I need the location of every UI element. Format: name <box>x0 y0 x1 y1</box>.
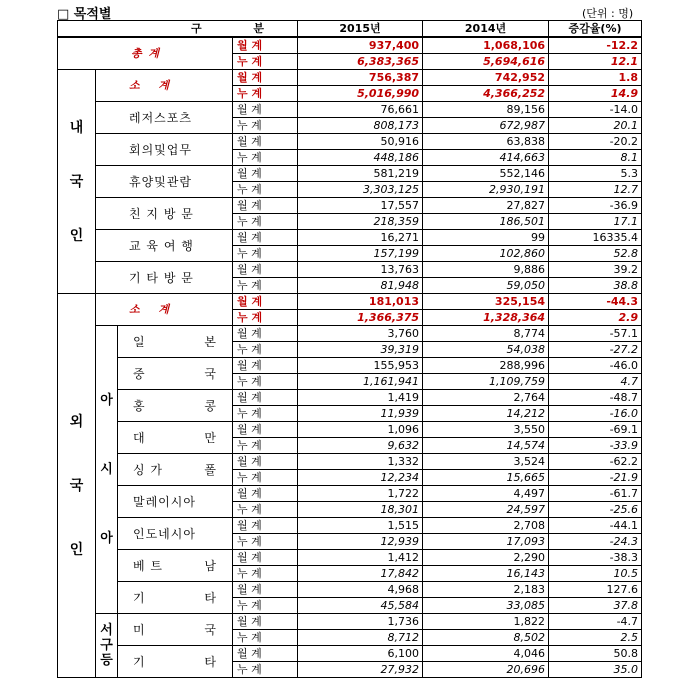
value-2014: 15,665 <box>423 470 549 486</box>
kind-cumulative: 누 계 <box>233 438 298 454</box>
kind-cumulative: 누 계 <box>233 342 298 358</box>
change-rate: -69.1 <box>549 422 642 438</box>
header-change: 증감율(%) <box>549 21 642 38</box>
value-2014: 325,154 <box>423 294 549 310</box>
value-2015: 8,712 <box>298 630 423 646</box>
value-2015: 12,234 <box>298 470 423 486</box>
kind-cumulative: 누 계 <box>233 374 298 390</box>
change-rate: 12.7 <box>549 182 642 198</box>
kind-monthly: 월 계 <box>233 198 298 214</box>
change-rate: -33.9 <box>549 438 642 454</box>
country-name: 중 국 <box>118 358 233 390</box>
change-rate: -24.3 <box>549 534 642 550</box>
table-row <box>58 486 642 502</box>
value-2014: 27,827 <box>423 198 549 214</box>
purpose-name: 교 육 여 행 <box>96 230 233 262</box>
change-rate: -12.2 <box>549 37 642 54</box>
value-2014: 33,085 <box>423 598 549 614</box>
value-2015: 3,303,125 <box>298 182 423 198</box>
change-rate: -36.9 <box>549 198 642 214</box>
table-row <box>58 230 642 246</box>
table-row <box>58 358 642 374</box>
kind-monthly: 월 계 <box>233 326 298 342</box>
kind-cumulative: 누 계 <box>233 214 298 230</box>
value-2015: 1,366,375 <box>298 310 423 326</box>
west-region-label: 서 구 등 <box>96 614 118 678</box>
value-2015: 17,842 <box>298 566 423 582</box>
kind-cumulative: 누 계 <box>233 662 298 678</box>
kind-cumulative: 누 계 <box>233 566 298 582</box>
value-2015: 155,953 <box>298 358 423 374</box>
header-category: 구 분 <box>58 21 298 38</box>
value-2014: 5,694,616 <box>423 54 549 70</box>
kind-monthly: 월 계 <box>233 294 298 310</box>
change-rate: 50.8 <box>549 646 642 662</box>
change-rate: 8.1 <box>549 150 642 166</box>
kind-cumulative: 누 계 <box>233 630 298 646</box>
kind-monthly: 월 계 <box>233 390 298 406</box>
value-2015: 1,515 <box>298 518 423 534</box>
change-rate: 16335.4 <box>549 230 642 246</box>
table-row <box>58 294 642 310</box>
value-2015: 9,632 <box>298 438 423 454</box>
table-row <box>58 326 642 342</box>
purpose-name: 회의및업무 <box>96 134 233 166</box>
unit-label: (단위 : 명) <box>582 7 634 20</box>
foreign-group-label: 외 국 인 <box>58 294 96 678</box>
change-rate: 37.8 <box>549 598 642 614</box>
table-row <box>58 550 642 566</box>
kind-monthly: 월 계 <box>233 262 298 278</box>
value-2014: 14,574 <box>423 438 549 454</box>
value-2015: 157,199 <box>298 246 423 262</box>
change-rate: 35.0 <box>549 662 642 678</box>
kind-monthly: 월 계 <box>233 582 298 598</box>
value-2015: 1,736 <box>298 614 423 630</box>
kind-monthly: 월 계 <box>233 70 298 86</box>
kind-monthly: 월 계 <box>233 646 298 662</box>
change-rate: 39.2 <box>549 262 642 278</box>
header-2014: 2014년 <box>423 21 549 38</box>
table-row <box>58 646 642 662</box>
table-row <box>58 454 642 470</box>
value-2015: 45,584 <box>298 598 423 614</box>
kind-cumulative: 누 계 <box>233 278 298 294</box>
value-2014: 3,524 <box>423 454 549 470</box>
kind-cumulative: 누 계 <box>233 534 298 550</box>
change-rate: 14.9 <box>549 86 642 102</box>
change-rate: -44.1 <box>549 518 642 534</box>
value-2014: 1,328,364 <box>423 310 549 326</box>
value-2015: 6,383,365 <box>298 54 423 70</box>
domestic-subtotal-label: 소 계 <box>96 70 233 102</box>
value-2014: 16,143 <box>423 566 549 582</box>
kind-cumulative: 누 계 <box>233 598 298 614</box>
value-2015: 937,400 <box>298 37 423 54</box>
value-2015: 756,387 <box>298 70 423 86</box>
value-2014: 20,696 <box>423 662 549 678</box>
value-2014: 3,550 <box>423 422 549 438</box>
change-rate: 2.5 <box>549 630 642 646</box>
value-2014: 99 <box>423 230 549 246</box>
value-2014: 4,497 <box>423 486 549 502</box>
table-title: □ 목적별 <box>57 7 112 22</box>
kind-cumulative: 누 계 <box>233 406 298 422</box>
value-2014: 54,038 <box>423 342 549 358</box>
change-rate: 10.5 <box>549 566 642 582</box>
table-row <box>58 166 642 182</box>
value-2015: 1,161,941 <box>298 374 423 390</box>
kind-cumulative: 누 계 <box>233 86 298 102</box>
value-2015: 11,939 <box>298 406 423 422</box>
change-rate: 17.1 <box>549 214 642 230</box>
change-rate: -21.9 <box>549 470 642 486</box>
value-2014: 414,663 <box>423 150 549 166</box>
value-2015: 218,359 <box>298 214 423 230</box>
value-2015: 808,173 <box>298 118 423 134</box>
value-2014: 288,996 <box>423 358 549 374</box>
change-rate: -20.2 <box>549 134 642 150</box>
kind-monthly: 월 계 <box>233 454 298 470</box>
table-row <box>58 262 642 278</box>
change-rate: -14.0 <box>549 102 642 118</box>
value-2014: 2,930,191 <box>423 182 549 198</box>
country-name: 기 타 <box>118 582 233 614</box>
purpose-name: 친 지 방 문 <box>96 198 233 230</box>
value-2014: 1,822 <box>423 614 549 630</box>
kind-monthly: 월 계 <box>233 166 298 182</box>
kind-monthly: 월 계 <box>233 230 298 246</box>
table-row <box>58 422 642 438</box>
value-2015: 12,939 <box>298 534 423 550</box>
country-name: 싱 가 폴 <box>118 454 233 486</box>
change-rate: 20.1 <box>549 118 642 134</box>
asia-region-label: 아 시 아 <box>96 326 118 614</box>
change-rate: 38.8 <box>549 278 642 294</box>
change-rate: 4.7 <box>549 374 642 390</box>
value-2015: 5,016,990 <box>298 86 423 102</box>
kind-monthly: 월 계 <box>233 422 298 438</box>
kind-monthly: 월 계 <box>233 550 298 566</box>
foreign-subtotal-label: 소 계 <box>96 294 233 326</box>
table-row <box>58 102 642 118</box>
value-2015: 4,968 <box>298 582 423 598</box>
value-2014: 17,093 <box>423 534 549 550</box>
kind-monthly: 월 계 <box>233 358 298 374</box>
header-2015: 2015년 <box>298 21 423 38</box>
kind-monthly: 월 계 <box>233 134 298 150</box>
value-2014: 9,886 <box>423 262 549 278</box>
kind-monthly: 월 계 <box>233 37 298 54</box>
country-name: 일 본 <box>118 326 233 358</box>
value-2015: 39,319 <box>298 342 423 358</box>
kind-monthly: 월 계 <box>233 518 298 534</box>
value-2014: 4,046 <box>423 646 549 662</box>
country-name: 인도네시아 <box>118 518 233 550</box>
change-rate: -38.3 <box>549 550 642 566</box>
value-2014: 8,502 <box>423 630 549 646</box>
country-name: 기 타 <box>118 646 233 678</box>
value-2014: 186,501 <box>423 214 549 230</box>
change-rate: 52.8 <box>549 246 642 262</box>
value-2015: 17,557 <box>298 198 423 214</box>
change-rate: -27.2 <box>549 342 642 358</box>
country-name: 대 만 <box>118 422 233 454</box>
value-2015: 76,661 <box>298 102 423 118</box>
value-2015: 1,332 <box>298 454 423 470</box>
value-2014: 59,050 <box>423 278 549 294</box>
change-rate: -61.7 <box>549 486 642 502</box>
value-2014: 14,212 <box>423 406 549 422</box>
change-rate: 2.9 <box>549 310 642 326</box>
purpose-name: 휴양및관람 <box>96 166 233 198</box>
kind-monthly: 월 계 <box>233 486 298 502</box>
purpose-statistics-table <box>57 20 642 678</box>
value-2014: 2,183 <box>423 582 549 598</box>
domestic-group-label: 내 국 인 <box>58 70 96 294</box>
kind-cumulative: 누 계 <box>233 118 298 134</box>
change-rate: -44.3 <box>549 294 642 310</box>
change-rate: -62.2 <box>549 454 642 470</box>
header-row <box>58 21 642 38</box>
value-2015: 27,932 <box>298 662 423 678</box>
value-2015: 1,419 <box>298 390 423 406</box>
change-rate: -25.6 <box>549 502 642 518</box>
value-2014: 8,774 <box>423 326 549 342</box>
table-row <box>58 582 642 598</box>
value-2014: 2,764 <box>423 390 549 406</box>
table-row <box>58 390 642 406</box>
change-rate: -4.7 <box>549 614 642 630</box>
value-2015: 448,186 <box>298 150 423 166</box>
kind-cumulative: 누 계 <box>233 502 298 518</box>
value-2014: 102,860 <box>423 246 549 262</box>
purpose-name: 레저스포츠 <box>96 102 233 134</box>
table-row <box>58 614 642 630</box>
kind-cumulative: 누 계 <box>233 310 298 326</box>
kind-cumulative: 누 계 <box>233 54 298 70</box>
value-2014: 2,290 <box>423 550 549 566</box>
change-rate: -57.1 <box>549 326 642 342</box>
value-2014: 742,952 <box>423 70 549 86</box>
value-2015: 50,916 <box>298 134 423 150</box>
change-rate: -48.7 <box>549 390 642 406</box>
value-2015: 16,271 <box>298 230 423 246</box>
kind-cumulative: 누 계 <box>233 150 298 166</box>
value-2015: 18,301 <box>298 502 423 518</box>
value-2014: 672,987 <box>423 118 549 134</box>
value-2014: 1,068,106 <box>423 37 549 54</box>
country-name: 미 국 <box>118 614 233 646</box>
kind-monthly: 월 계 <box>233 614 298 630</box>
change-rate: 1.8 <box>549 70 642 86</box>
table-row <box>58 37 642 54</box>
value-2014: 552,146 <box>423 166 549 182</box>
kind-cumulative: 누 계 <box>233 182 298 198</box>
change-rate: 12.1 <box>549 54 642 70</box>
kind-cumulative: 누 계 <box>233 246 298 262</box>
purpose-name: 기 타 방 문 <box>96 262 233 294</box>
value-2015: 181,013 <box>298 294 423 310</box>
change-rate: 127.6 <box>549 582 642 598</box>
value-2014: 89,156 <box>423 102 549 118</box>
change-rate: 5.3 <box>549 166 642 182</box>
table-body <box>58 37 642 678</box>
value-2015: 6,100 <box>298 646 423 662</box>
table-row <box>58 134 642 150</box>
kind-monthly: 월 계 <box>233 102 298 118</box>
kind-cumulative: 누 계 <box>233 470 298 486</box>
value-2014: 4,366,252 <box>423 86 549 102</box>
value-2015: 81,948 <box>298 278 423 294</box>
value-2014: 2,708 <box>423 518 549 534</box>
value-2015: 581,219 <box>298 166 423 182</box>
value-2015: 1,096 <box>298 422 423 438</box>
country-name: 홍 콩 <box>118 390 233 422</box>
value-2014: 63,838 <box>423 134 549 150</box>
change-rate: -46.0 <box>549 358 642 374</box>
country-name: 말레이시아 <box>118 486 233 518</box>
value-2015: 13,763 <box>298 262 423 278</box>
change-rate: -16.0 <box>549 406 642 422</box>
value-2014: 24,597 <box>423 502 549 518</box>
value-2015: 1,722 <box>298 486 423 502</box>
total-label: 총 계 <box>58 37 233 70</box>
value-2014: 1,109,759 <box>423 374 549 390</box>
table-row <box>58 70 642 86</box>
table-row <box>58 518 642 534</box>
value-2015: 3,760 <box>298 326 423 342</box>
value-2015: 1,412 <box>298 550 423 566</box>
table-row <box>58 198 642 214</box>
country-name: 베 트 남 <box>118 550 233 582</box>
